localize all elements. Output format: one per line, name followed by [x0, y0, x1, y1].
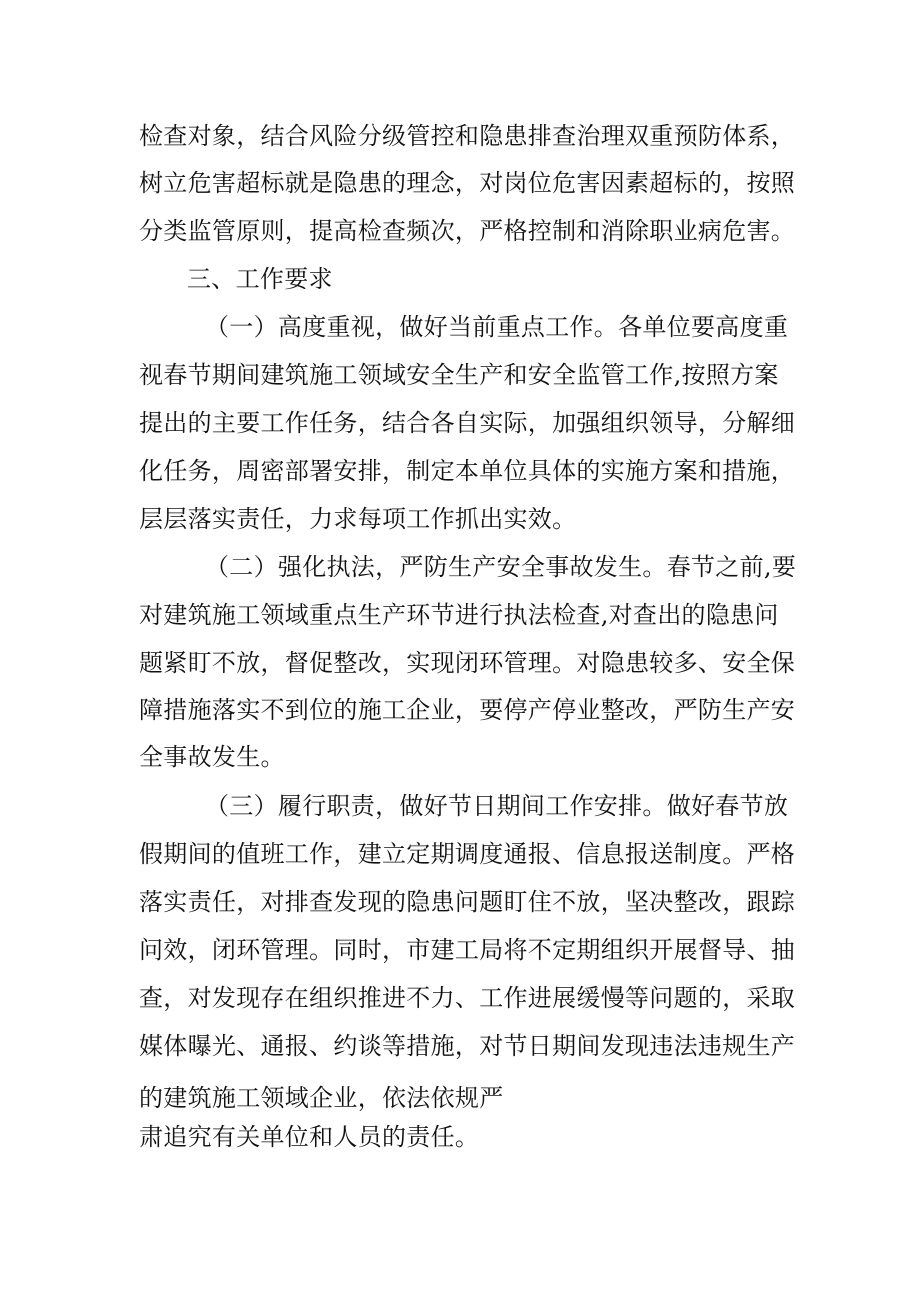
text-line: （一）高度重视，做好当前重点工作。各单位要高度重 — [205, 313, 789, 341]
text-line: 假期间的值班工作，建立定期调度通报、信息报送制度。严格 — [139, 840, 796, 868]
text-line: 问效，闭环管理。同时，市建工局将不定期组织开展督导、抽 — [139, 936, 796, 964]
text-line: 全事故发生。 — [139, 743, 285, 771]
text-line: （三）履行职责，做好节日期间工作安排。做好春节放 — [205, 792, 789, 820]
section-heading: 三、工作要求 — [187, 265, 333, 293]
text-line: 查，对发现存在组织推进不力、工作进展缓慢等问题的，采取 — [139, 984, 796, 1012]
text-line: 媒体曝光、通报、约谈等措施，对节日期间发现违法违规生产 — [139, 1032, 796, 1060]
text-line: 检查对象，结合风险分级管控和隐患排查治理双重预防体系， — [139, 122, 796, 150]
text-line: 落实责任，对排查发现的隐患问题盯住不放，坚决整改，跟踪 — [139, 888, 796, 916]
text-line: （二）强化执法，严防生产安全事故发生。春节之前,要 — [205, 553, 797, 581]
text-line: 化任务，周密部署安排，制定本单位具体的实施方案和措施， — [139, 457, 796, 485]
text-line: 对建筑施工领域重点生产环节进行执法检查,对查出的隐患问 — [139, 601, 779, 629]
text-line: 视春节期间建筑施工领域安全生产和安全监管工作,按照方案 — [139, 361, 779, 389]
text-line: 层层落实责任，力求每项工作抓出实效。 — [139, 505, 577, 533]
text-line: 的建筑施工领域企业，依法依规严 — [139, 1084, 504, 1112]
text-line: 障措施落实不到位的施工企业，要停产停业整改，严防生产安 — [139, 696, 796, 724]
text-line: 树立危害超标就是隐患的理念，对岗位危害因素超标的，按照 — [139, 169, 796, 197]
text-line: 分类监管原则，提高检查频次，严格控制和消除职业病危害。 — [139, 217, 796, 245]
text-line: 肃追究有关单位和人员的责任。 — [139, 1123, 480, 1151]
text-line: 提出的主要工作任务，结合各自实际，加强组织领导，分解细 — [139, 409, 796, 437]
text-line: 题紧盯不放，督促整改，实现闭环管理。对隐患较多、安全保 — [139, 649, 796, 677]
